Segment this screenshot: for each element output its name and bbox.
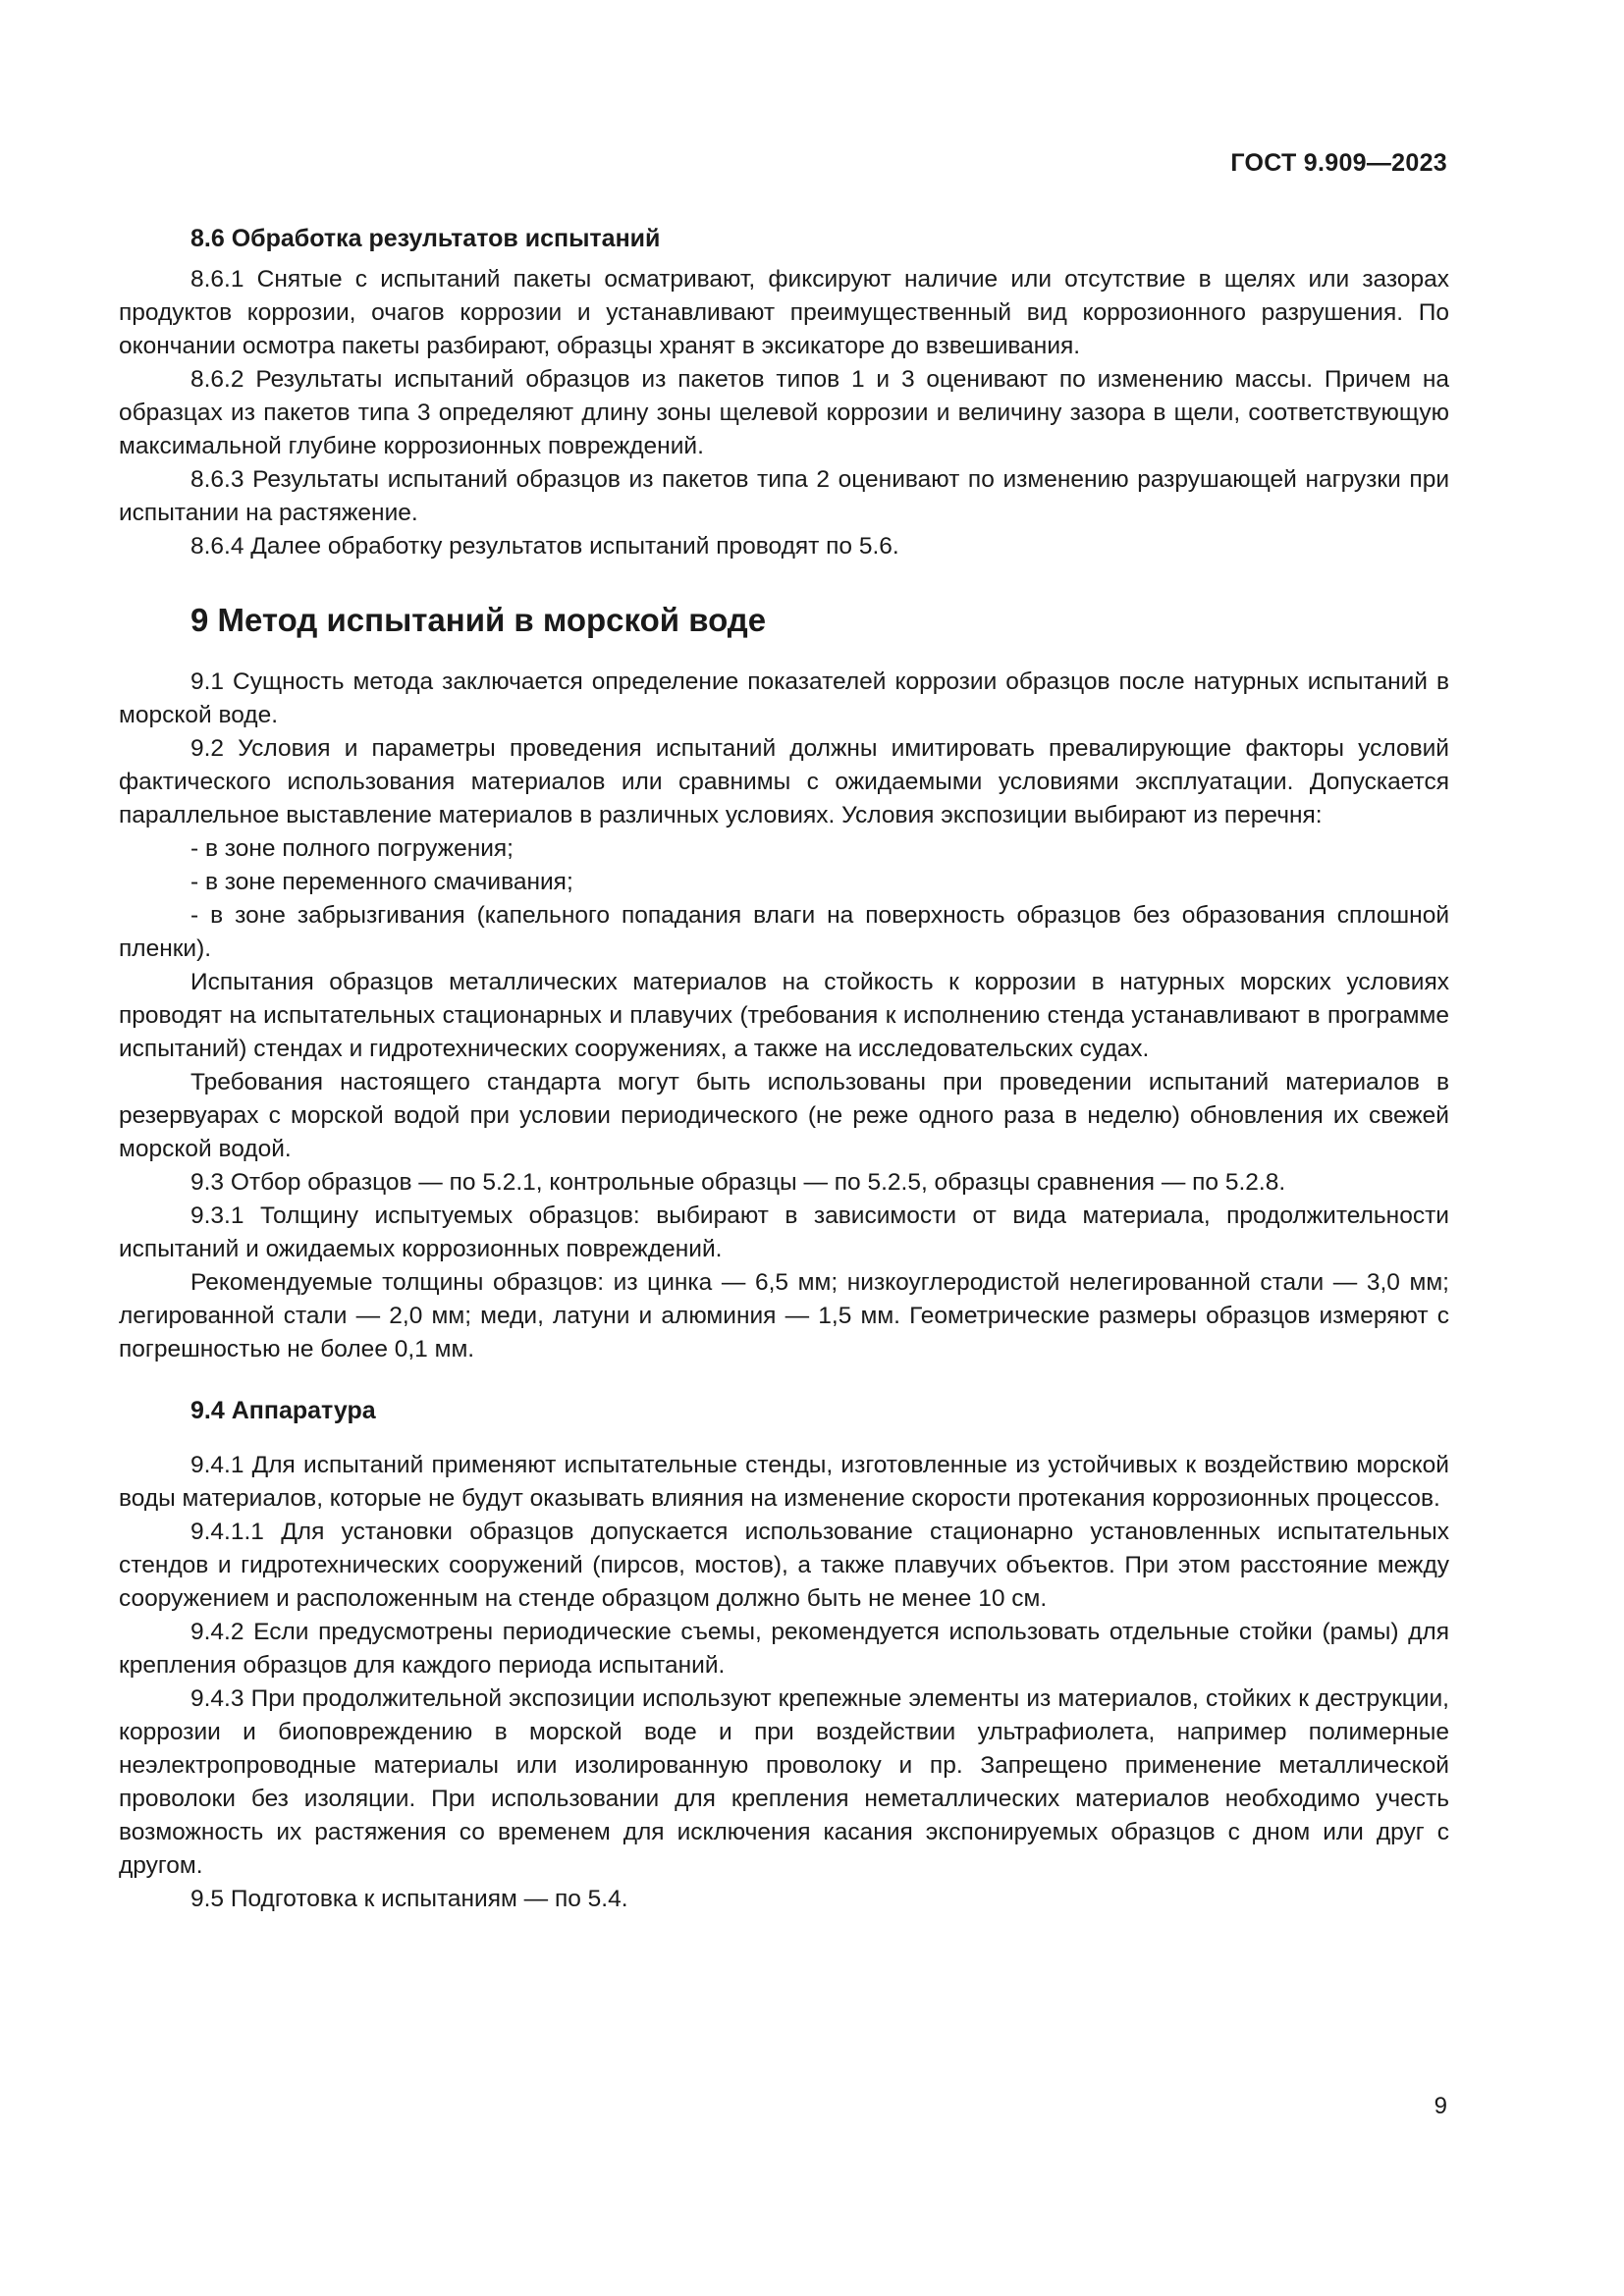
paragraph-9-5: 9.5 Подготовка к испытаниям — по 5.4. — [190, 1886, 628, 1912]
paragraph-9-2: 9.2 Условия и параметры проведения испытаний должны имитировать превалирующие факторы условий фактического использования материалов или сравнимы с ожидаемыми условиями эксплуатации. Допускается параллельное выставление материалов в различных условиях. Условия экспозиции выбирают из перечня: — [119, 735, 1449, 828]
paragraph-8-6-3: 8.6.3 Результаты испытаний образцов из пакетов типа 2 оценивают по изменению разрушающей нагрузки при испытании на растяжение. — [119, 466, 1449, 526]
paragraph-8-6-4: 8.6.4 Далее обработку результатов испытаний проводят по 5.6. — [190, 533, 899, 560]
list-item: - в зоне полного погружения; — [190, 835, 514, 862]
paragraph-9-3-1: 9.3.1 Толщину испытуемых образцов: выбирают в зависимости от вида материала, продолжительности испытаний и ожидаемых коррозионных повреждений. — [119, 1202, 1449, 1262]
list-item: - в зоне забрызгивания (капельного попадания влаги на поверхность образцов без образования сплошной пленки). — [119, 902, 1449, 962]
section-9-heading: 9 Метод испытаний в морской воде — [190, 602, 767, 638]
page-content — [119, 222, 1449, 1916]
document-code: ГОСТ 9.909—2023 — [1230, 149, 1447, 177]
paragraph-reservoir: Требования настоящего стандарта могут быть использованы при проведении испытаний материалов в резервуарах с морской водой при условии периодического (не реже одного раза в неделю) обновления их свежей морской водой. — [119, 1069, 1449, 1162]
paragraph-9-4-3: 9.4.3 При продолжительной экспозиции используют крепежные элементы из материалов, стойких к деструкции, коррозии и биоповреждению в морской воде и при воздействии ультрафиолета, например полимерные неэлектропроводные материалы или изолированную проволоку и пр. Запрещено применение металлической проволоки без изоляции. При использовании для крепления неметаллических материалов необходимо учесть возможность их растяжения со временем для исключения касания экспонируемых образцов с дном или друг с другом. — [119, 1685, 1449, 1879]
section-9-4-heading: 9.4 Аппаратура — [190, 1397, 376, 1424]
list-item: - в зоне переменного смачивания; — [190, 869, 573, 895]
section-8-6-heading: 8.6 Обработка результатов испытаний — [190, 225, 661, 252]
paragraph-marine-conditions: Испытания образцов металлических материалов на стойкость к коррозии в натурных морских условиях проводят на испытательных стационарных и плавучих (требования к исполнению стенда устанавливают в программе испытаний) стендах и гидротехнических сооружениях, а также на исследовательских судах. — [119, 969, 1449, 1062]
page-number: 9 — [1434, 2093, 1447, 2119]
paragraph-9-1: 9.1 Сущность метода заключается определение показателей коррозии образцов после натурных испытаний в морской воде. — [119, 668, 1449, 728]
paragraph-9-4-1: 9.4.1 Для испытаний применяют испытательные стенды, изготовленные из устойчивых к воздействию морской воды материалов, которые не будут оказывать влияния на изменение скорости протекания коррозионных процессов. — [119, 1452, 1449, 1512]
paragraph-9-4-2: 9.4.2 Если предусмотрены периодические съемы, рекомендуется использовать отдельные стойки (рамы) для крепления образцов для каждого периода испытаний. — [119, 1619, 1449, 1679]
paragraph-9-4-1-1: 9.4.1.1 Для установки образцов допускается использование стационарно установленных испытательных стендов и гидротехнических сооружений (пирсов, мостов), а также плавучих объектов. При этом расстояние между сооружением и расположенным на стенде образцом должно быть не менее 10 см. — [119, 1519, 1449, 1612]
paragraph-thickness: Рекомендуемые толщины образцов: из цинка — 6,5 мм; низкоуглеродистой нелегированной стали — 3,0 мм; легированной стали — 2,0 мм; меди, латуни и алюминия — 1,5 мм. Геометрические размеры образцов измеряют с погрешностью не более 0,1 мм. — [119, 1269, 1449, 1362]
paragraph-8-6-2: 8.6.2 Результаты испытаний образцов из пакетов типов 1 и 3 оценивают по изменению массы. Причем на образцах из пакетов типа 3 определяют длину зоны щелевой коррозии и величину зазора в щели, соответствующую максимальной глубине коррозионных повреждений. — [119, 366, 1449, 459]
paragraph-8-6-1: 8.6.1 Снятые с испытаний пакеты осматривают, фиксируют наличие или отсутствие в щелях или зазорах продуктов коррозии, очагов коррозии и устанавливают преимущественный вид коррозионного разрушения. По окончании осмотра пакеты разбирают, образцы хранят в эксикаторе до взвешивания. — [119, 266, 1449, 359]
paragraph-9-3: 9.3 Отбор образцов — по 5.2.1, контрольные образцы — по 5.2.5, образцы сравнения — по 5.2.8. — [190, 1169, 1286, 1196]
